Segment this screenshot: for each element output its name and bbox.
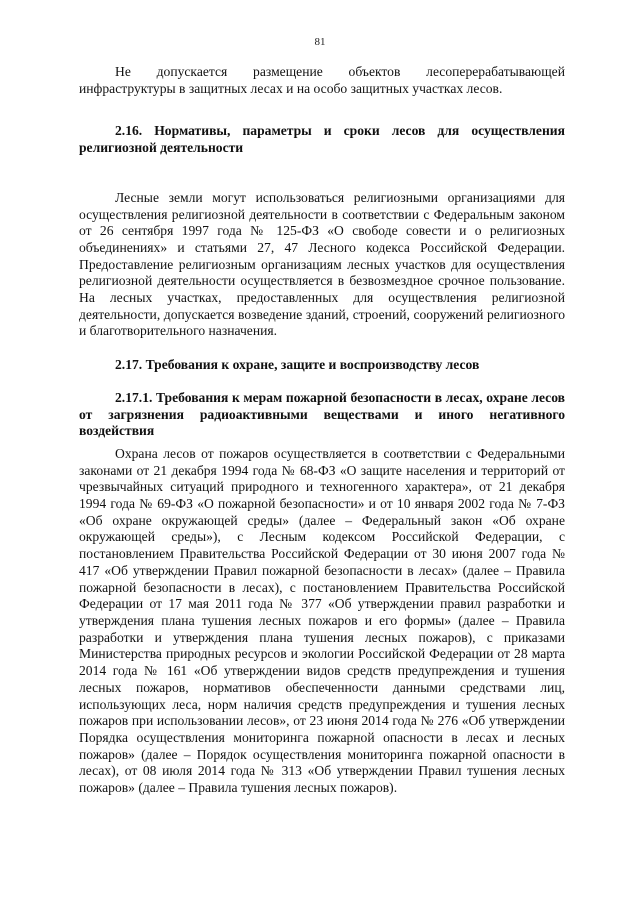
paragraph-fire-protection: Охрана лесов от пожаров осуществляется в соответствии с Федеральными законами от 21 декабря 1994 года № 68-ФЗ «О защите населения и территорий от чрезвычайных ситуаций природного и техногенного характера», от 21 декабря 1994 года № 69-ФЗ «О пожарной безопасности» и от 10 января 2002 года № 7-ФЗ «Об охране окружающей среды» (далее – Федеральный закон «Об охране окружающей среды»), с Лесным кодексом Российской Федерации, с постановлением Правительства Российской Федерации от 30 июня 2007 года № 417 «Об утверждении Правил пожарной безопасности в лесах» (далее – Правила пожарной безопасности в лесах), с постановлением Правительства Российской Федерации от 17 мая 2011 года № 377 «Об утверждении правил разработки и утверждения плана тушения лесных пожаров и его формы» (далее – Правила разработки и утверждения плана тушения лесных пожаров), с приказами Министерства природных ресурсов и экологии Российской Федерации от 28 марта 2014 года № 161 «Об утверждении видов средств предупреждения и тушения лесных пожаров, нормативов обеспеченности данными средствами лиц, использующих леса, норм наличия средств предупреждения и тушения лесных пожаров при использовании лесов», от 23 июня 2014 года № 276 «Об утверждении Порядка осуществления мониторинга пожарной опасности в лесах и лесных пожаров» (далее – Порядок осуществления мониторинга пожарной опасности в лесах), от 08 июля 2014 года № 313 «Об утверждении Правил тушения лесных пожаров» (далее – Правила тушения лесных пожаров). bbox=[79, 445, 565, 796]
page-content bbox=[79, 64, 565, 797]
section-heading-2-17-1: 2.17.1. Требования к мерам пожарной безопасности в лесах, охране лесов от загрязнения радиоактивными веществами и иного негативного воздействия bbox=[79, 389, 565, 439]
paragraph-religious-use: Лесные земли могут использоваться религиозными организациями для осуществления религиозной деятельности в соответствии с Федеральным законом от 26 сентября 1997 года № 125-ФЗ «О свободе совести и о религиозных объединениях» и статьями 27, 47 Лесного кодекса Российской Федерации. Предоставление религиозным организациям лесных участков для осуществления религиозной деятельности осуществляется в безвозмездное срочное пользование. На лесных участках, предоставленных для осуществления религиозной деятельности, допускается возведение зданий, строений, сооружений религиозного и благотворительного назначения. bbox=[79, 189, 565, 339]
section-heading-2-17: 2.17. Требования к охране, защите и воспроизводству лесов bbox=[115, 357, 480, 373]
page-number: 81 bbox=[314, 36, 326, 48]
section-heading-2-16: 2.16. Нормативы, параметры и сроки лесов для осуществления религиозной деятельности bbox=[79, 123, 565, 156]
paragraph-facilities-restriction: Не допускается размещение объектов лесоперерабатывающей инфраструктуры в защитных лесах и на особо защитных участках лесов. bbox=[79, 64, 565, 96]
